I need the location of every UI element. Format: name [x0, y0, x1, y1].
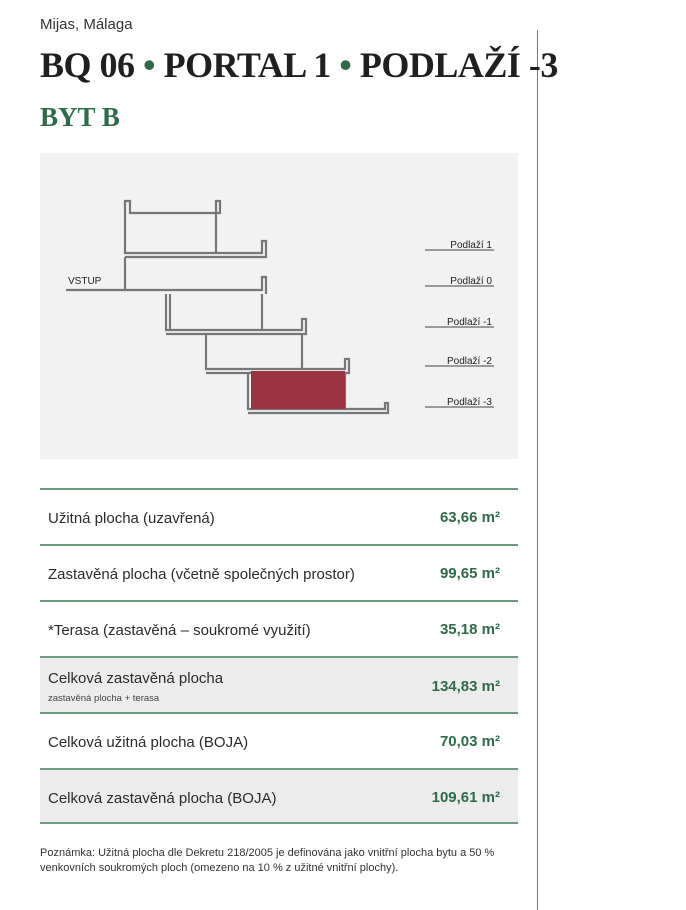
area-value: 109,61 m²: [431, 789, 500, 806]
floor-label-minus-2: Podlaží -2: [446, 356, 492, 367]
floor-label-0: Podlaží 0: [450, 276, 492, 287]
page-title: [40, 44, 558, 86]
title-separator-2: •: [339, 45, 352, 85]
area-value: 134,83 m²: [431, 678, 500, 695]
area-label: Užitná plocha (uzavřená): [48, 510, 215, 527]
area-label: Celková užitná plocha (BOJA): [48, 734, 249, 751]
area-label: Celková zastavěná plocha (BOJA): [48, 790, 277, 807]
unit-title: BYT B: [40, 102, 120, 132]
highlighted-unit-area: [251, 371, 345, 409]
title-building: BQ 06: [40, 45, 135, 85]
area-value: 99,65 m²: [439, 565, 500, 582]
area-row: [40, 488, 518, 544]
section-diagram-svg: [40, 153, 518, 459]
area-label: *Terasa (zastavěná – soukromé využití): [48, 622, 311, 639]
area-label: Celková zastavěná plocha: [48, 670, 224, 687]
footnote: Poznámka: Užitná plocha dle Dekretu 218/2005 je definována jako vnitřní plocha bytu a 50 % venkovních soukromých ploch (omezeno na 10 % z užitné vnitřní plochy).: [40, 847, 495, 874]
area-label: Zastavěná plocha (včetně společných prostor): [48, 566, 355, 583]
area-value: 35,18 m²: [439, 621, 500, 638]
area-row: [40, 600, 518, 656]
area-table: [40, 488, 518, 824]
title-portal: PORTAL 1: [163, 45, 331, 85]
vertical-divider: [537, 30, 538, 910]
floor-label-minus-1: Podlaží -1: [446, 317, 492, 328]
floor-label-1: Podlaží 1: [450, 240, 492, 251]
area-row-total: [40, 656, 518, 712]
area-value: 70,03 m²: [439, 733, 500, 750]
title-floor: PODLAŽÍ -3: [359, 45, 558, 85]
floor-label-minus-3: Podlaží -3: [446, 397, 492, 408]
area-value: 63,66 m²: [439, 509, 500, 526]
floor-label-underlines: [425, 250, 494, 407]
area-sublabel: zastavěná plocha + terasa: [48, 693, 160, 704]
location-label: Mijas, Málaga: [40, 16, 133, 33]
area-row: [40, 712, 518, 768]
section-diagram: [40, 153, 518, 459]
entrance-label: VSTUP: [68, 276, 102, 287]
area-row-total: [40, 768, 518, 824]
area-row: [40, 544, 518, 600]
title-separator-1: •: [143, 45, 156, 85]
